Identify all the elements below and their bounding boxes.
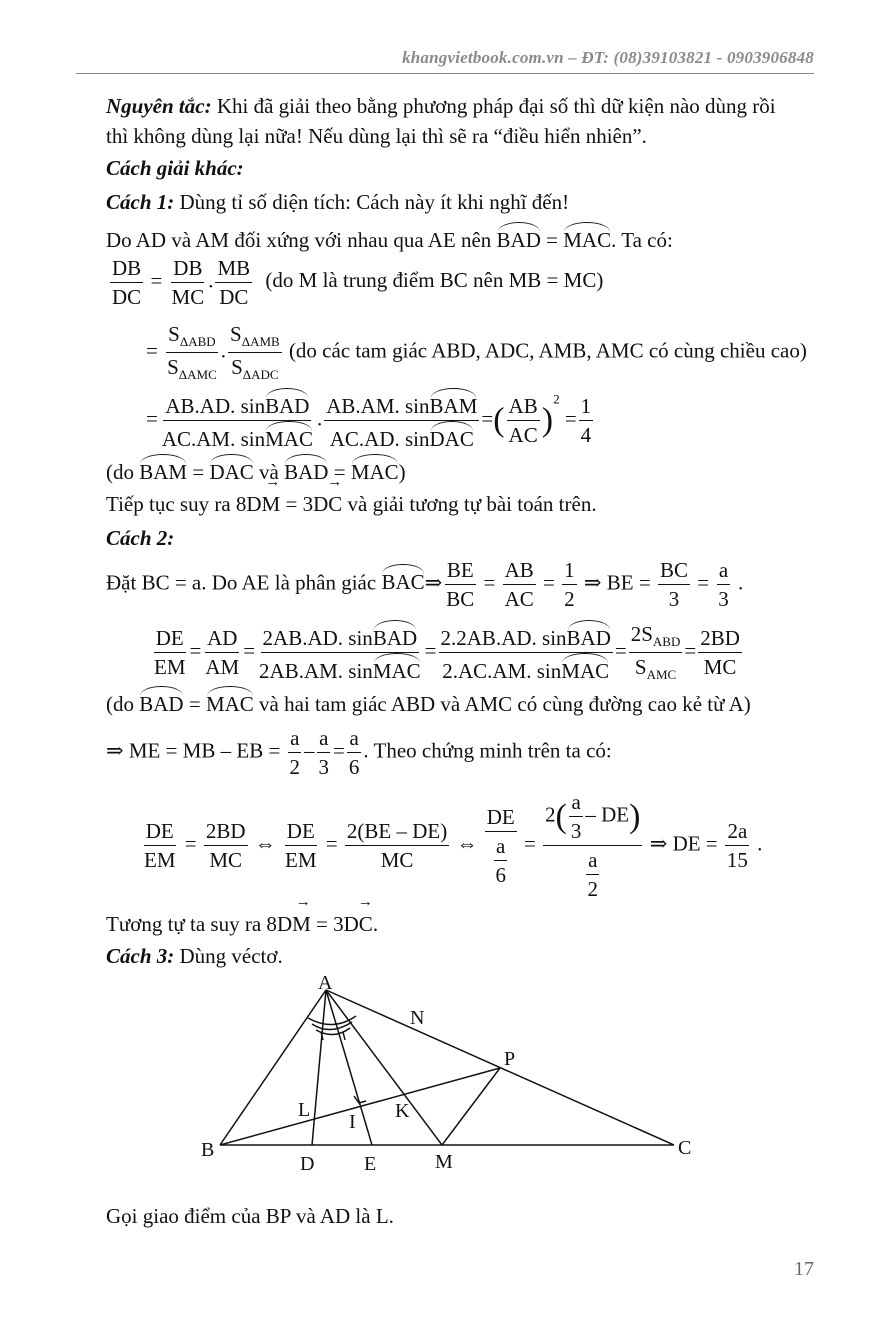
page-header: khangvietbook.com.vn – ĐT: (08)39103821 - 0903906848: [402, 48, 814, 67]
frac-ab-ac-2: $\frac{AB}{AC}$: [504, 558, 534, 612]
frac-ab-ac: $\frac{AB}{AC}$: [508, 394, 538, 448]
label-a: A: [318, 972, 333, 994]
segment-mp: [442, 1068, 500, 1145]
alt-solutions-title: Cách giải khác:: [106, 156, 244, 180]
segment-am: [326, 990, 442, 1145]
principle-text-1: Khi đã giải theo bằng phương pháp đại số thì dữ kiện nào dùng rồi: [211, 94, 776, 118]
frac-be-bc: $\frac{BE}{BC}$: [446, 558, 475, 612]
segment-bp: [220, 1068, 500, 1145]
frac-bc-3: $\frac{BC}{3}$: [659, 558, 688, 612]
page-number: 17: [794, 1258, 814, 1280]
continue-line: Tiếp tục suy ra 8DM → = 3DC → và giải tương tự bài toán trên.: [106, 492, 597, 517]
frac-sin-1: $\frac{\text{AB.AD. sinBAD}}{\text{AC.AM. sinMAC}}$: [160, 390, 315, 451]
de-solve-line: $\frac{DE}{EM}$ = $\frac{2BD}{MC}$ ⇔ $\frac{DE}{EM}$ = $\frac{2(BE - DE)}{MC}$ ⇔ $\frac{DE}{\frac{a}{6}}$ = 2( $\frac{a}{3}$ – DE) $\frac{a}{2}$ ⇒ DE = $\frac{2a}{15}$ .: [144, 790, 763, 902]
label-l: L: [298, 1099, 311, 1121]
label-p: P: [504, 1048, 516, 1070]
symmetry-line: Do AD và AM đối xứng với nhau qua AE nên BAD = MAC. Ta có:: [106, 224, 673, 253]
label-c: C: [678, 1137, 692, 1159]
method3-label: Cách 3:: [106, 944, 175, 968]
label-n: N: [410, 1007, 425, 1029]
label-k: K: [395, 1100, 410, 1122]
method2-label: Cách 2:: [106, 526, 175, 550]
frac-s-amb-adc: $\frac{S_{\Delta AMB}}{S_{\Delta ADC}}$: [230, 322, 280, 383]
label-i: I: [349, 1111, 356, 1133]
set-bc-line: Đặt BC = a. Do AE là phân giác BAC⇒ $\frac{BE}{BC}$ = $\frac{AB}{AC}$ = $\frac{1}{2}$ ⇒ BE = $\frac{BC}{3}$ = $\frac{a}{3}$ .: [106, 558, 744, 612]
frac-sin-2: $\frac{\text{AB.AM. sinBAM}}{\text{AC.AD. sinDAC}}$: [324, 390, 479, 451]
frac-s-abd-amc: $\frac{S_{\Delta ABD}}{S_{\Delta AMC}}$: [167, 322, 217, 383]
label-b: B: [201, 1139, 215, 1161]
angle-bad: BAD: [497, 224, 541, 253]
angle-tick-2: [343, 1032, 345, 1040]
angle-mac: MAC: [563, 224, 611, 253]
method1-intro: Dùng tỉ số diện tích: Cách này ít khi nghĩ đến!: [174, 190, 570, 214]
label-d: D: [300, 1153, 315, 1175]
ratio-line-1: $\frac{DB}{DC}$ = $\frac{DB}{MC}$ . $\frac{MB}{DC}$ (do M là trung điểm BC nên MB = MC): [112, 256, 604, 310]
note-same-height: (do các tam giác ABD, ADC, AMB, AMC có cùng chiều cao): [288, 338, 807, 363]
frac-one-four: $\frac{1}{4}$: [580, 394, 592, 448]
method3-text: Dùng véctơ.: [174, 944, 283, 968]
ratio-line-3: = $\frac{\text{AB.AD. sinBAD}}{\text{AC.AM. sinMAC}}$ . $\frac{\text{AB.AM. sinBAM}}{\text{AC.AD. sinDAC}}$ =( $\frac{AB}{AC}$ )$^2$ = $\frac{1}{4}$: [146, 391, 592, 452]
similar-line: Tương tự ta suy ra 8DM → = 3DC →.: [106, 912, 378, 937]
label-m: M: [435, 1151, 453, 1173]
frac-a-3: $\frac{a}{3}$: [718, 558, 729, 612]
note-midpoint: (do M là trung điểm BC nên MB = MC): [265, 268, 604, 293]
segment-ad: [312, 990, 326, 1145]
right-angle-mark: [354, 1096, 366, 1103]
principle-label: Nguyên tắc:: [106, 94, 212, 118]
segment-ac: [326, 990, 674, 1145]
frac-mb-dc: $\frac{MB}{DC}$: [217, 256, 251, 310]
angle-equality-note: (do BAM = DAC và BAD = MAC): [106, 456, 406, 485]
frac-db-mc: $\frac{DB}{MC}$: [171, 256, 205, 310]
symmetry-text: Do AD và AM đối xứng với nhau qua AE nên: [106, 228, 492, 252]
last-line: Gọi giao điểm của BP và AD là L.: [106, 1204, 394, 1228]
frac-1-2: $\frac{1}{2}$: [564, 558, 575, 612]
segment-ab: [220, 990, 326, 1145]
ratio-line-2: = $\frac{S_{\Delta ABD}}{S_{\Delta AMC}}$ . $\frac{S_{\Delta AMB}}{S_{\Delta ADC}}$ (do các tam giác ABD, ADC, AMB, AMC có cùng chiều cao): [146, 322, 807, 383]
principle-line-2: thì không dùng lại nữa! Nếu dùng lại thì sẽ ra “điều hiển nhiên”.: [106, 124, 647, 148]
method1-label: Cách 1:: [106, 190, 175, 214]
label-e: E: [364, 1153, 377, 1175]
de-em-ratio-line: $\frac{DE}{EM}$ = $\frac{AD}{AM}$ = $\frac{\text{2AB.AD. sinBAD}}{\text{2AB.AM. sinMAC}}$ = $\frac{\text{2.2AB.AD. sinBAD}}{\text{2.AC.AM. sinMAC}}$ = $\frac{2S_{ABD}}{S_{AMC}}$ = $\frac{2BD}{MC}$: [154, 622, 740, 684]
same-height-note: (do BAD = MAC và hai tam giác ABD và AMC có cùng đường cao kẻ từ A): [106, 688, 751, 717]
ta-co-text: . Ta có:: [611, 228, 673, 252]
me-line: ⇒ ME = MB – EB = $\frac{a}{2}$ – $\frac{a}{3}$ = $\frac{a}{6}$ . Theo chứng minh trên ta có:: [106, 726, 612, 780]
frac-db-dc: $\frac{DB}{DC}$: [112, 256, 142, 310]
